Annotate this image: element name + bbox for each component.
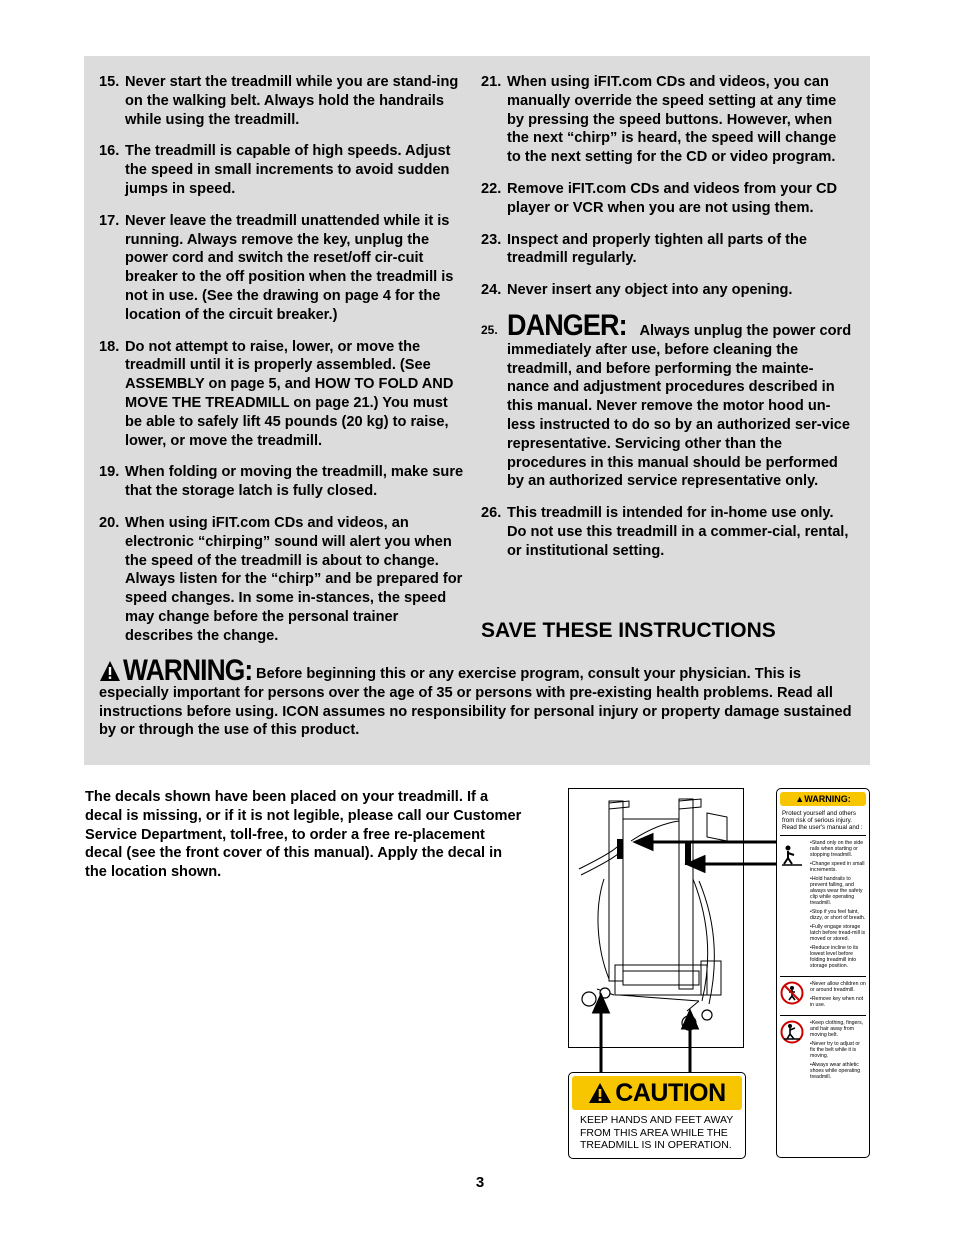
save-instructions-heading: SAVE THESE INSTRUCTIONS: [481, 619, 776, 642]
danger-heading: DANGER:: [507, 308, 627, 342]
item-text: When using iFIT.com CDs and videos, you can manually override the speed setting at any time by pressing the speed buttons. However, when the next “chirp” is heard, the speed will change to the next setting for the CD or video program.: [507, 74, 837, 166]
item-number: 23.: [481, 231, 502, 248]
no-children-icon: [780, 981, 804, 1005]
caution-title: CAUTION: [615, 1078, 726, 1107]
caution-decal-header: [572, 1076, 742, 1110]
divider: [780, 1015, 866, 1016]
warning-decal-line: •Keep clothing, fingers, and hair away from moving belt.: [810, 1020, 864, 1038]
item-text: Inspect and properly tighten all parts of the treadmill regularly.: [507, 231, 808, 267]
warning-decal-line: •Never allow children on or around treadmill.: [810, 981, 866, 993]
item-text: When folding or moving the treadmill, make sure that the storage latch is fully closed.: [125, 464, 464, 500]
item-number: 22.: [481, 180, 502, 197]
decal-instructions: The decals shown have been placed on your treadmill. If a decal is missing, or if it is not legible, please call our Customer Service Department, toll-free, to order a free re-placement decal (see the front cover of this manual). Apply the decal in the location shown.: [85, 789, 522, 881]
danger-text: cord immediately after use, before cleaning the treadmill, and before performing the mainte-nance and adjustment procedures described in this manual. Never remove the motor hood un-less instructed to do so by an authorized ser-vice representative. Servicing other than the procedures in this manual should be performed by an authorized service representative only.: [507, 322, 852, 490]
item-number: 20.: [99, 514, 120, 531]
warning-decal-line: •Remove key when not in use.: [810, 996, 864, 1008]
warning-decal-group-1: [777, 840, 869, 972]
warning-decal-line: •Reduce incline to its lowest level before folding treadmill into storage position.: [810, 945, 859, 969]
item-number: 26.: [481, 505, 502, 522]
warning-decal-icon-cell: [780, 840, 810, 972]
item-text: This treadmill is intended for in-home use only. Do not use this treadmill in a commer-cial, rental, or institutional setting.: [507, 505, 849, 559]
danger-number: 25.: [481, 322, 498, 337]
moving-belt-hazard-icon: [780, 1020, 804, 1044]
caution-body: [569, 1110, 745, 1152]
item-number: 15.: [99, 74, 120, 90]
item-number: 24.: [481, 282, 502, 299]
warning-decal-group-2: [777, 981, 869, 1011]
item-number: 17.: [99, 212, 120, 229]
caution-line: TREADMILL IS IN OPERATION.: [580, 1139, 732, 1151]
warning-text: Before beginning this or any exercise program, consult your physician. This is especially important for persons over the age of 35 or persons with pre-existing health problems. Read all instructions before using. ICON assumes no responsibility for personal injury or property damage sustained by or through the use of this product.: [99, 666, 852, 739]
item-text: When using iFIT.com CDs and videos, an electronic “chirping” sound will alert you when the speed of the treadmill is about to change. Always listen for the “chirp” and be prepared for speed changes. In some in-stances, the speed may change before the personal trainer describes the change.: [125, 514, 463, 644]
warning-decal-intro: Protect yourself and others from risk of serious injury. Read the user's manual and :: [782, 810, 863, 831]
item-text: Never insert any object into any opening.: [507, 282, 793, 299]
warning-decal-line: •Stop if you feel faint, dizzy, or short of breath.: [810, 909, 866, 921]
page-number: 3: [475, 1174, 485, 1191]
item-text: Never start the treadmill while you are stand-ing on the walking belt. Always hold the handrails while using the treadmill.: [125, 74, 459, 128]
item-text: Remove iFIT.com CDs and videos from your CD player or VCR when you are not using them.: [507, 180, 838, 216]
warning-decal-line: •Hold handrails to prevent falling, and always wear the safety clip while operating treadmill.: [810, 876, 863, 906]
item-text: Do not attempt to raise, lower, or move the treadmill until it is properly assembled. (See ASSEMBLY on page 5, and HOW TO FOLD AND MOVE THE TREADMILL on page 21.) You must be able to safely lift 45 pounds (20 kg) to raise, lower, or move the treadmill.: [125, 338, 454, 449]
warning-heading: WARNING:: [123, 654, 253, 687]
caution-triangle-icon: [588, 1082, 612, 1104]
warning-decal-line: •Stand only on the side rails when starting or stopping treadmill.: [810, 840, 864, 858]
warning-decal-line: •Change speed in small increments.: [810, 861, 865, 873]
warning-decal-line: •Always wear athletic shoes while operating treadmill.: [810, 1062, 861, 1080]
warning-decal-header: ▲WARNING:: [780, 792, 866, 806]
item-number: 19.: [99, 464, 120, 481]
item-text: The treadmill is capable of high speeds. Adjust the speed in small increments to avoid sudden jumps in speed.: [125, 143, 451, 197]
warning-decal-group-3: [777, 1020, 869, 1083]
item-number: 21.: [481, 74, 502, 90]
caution-line: FROM THIS AREA WHILE THE: [580, 1126, 728, 1139]
warning-decal-line: •Fully engage storage latch before tread-mill is moved or stored.: [810, 924, 866, 942]
divider: [780, 835, 866, 836]
warning-decal-line: •Never try to adjust or fix the belt while it is moving.: [810, 1041, 860, 1059]
warning-decal: [776, 788, 870, 1158]
item-number: 16.: [99, 143, 120, 160]
step-off-icon: [780, 844, 804, 868]
item-number: 18.: [99, 338, 120, 355]
divider: [780, 976, 866, 977]
danger-lead: Always unplug the power: [639, 322, 816, 339]
caution-line: KEEP HANDS AND FEET AWAY: [580, 1114, 734, 1126]
item-text: Never leave the treadmill unattended while it is running. Always remove the key, unplug the power cord and switch the reset/off cir-cuit breaker to the off position when the treadmill is not in use. (See the drawing on page 4 for the location of the circuit breaker.): [125, 212, 454, 323]
caution-decal: [568, 1072, 746, 1159]
